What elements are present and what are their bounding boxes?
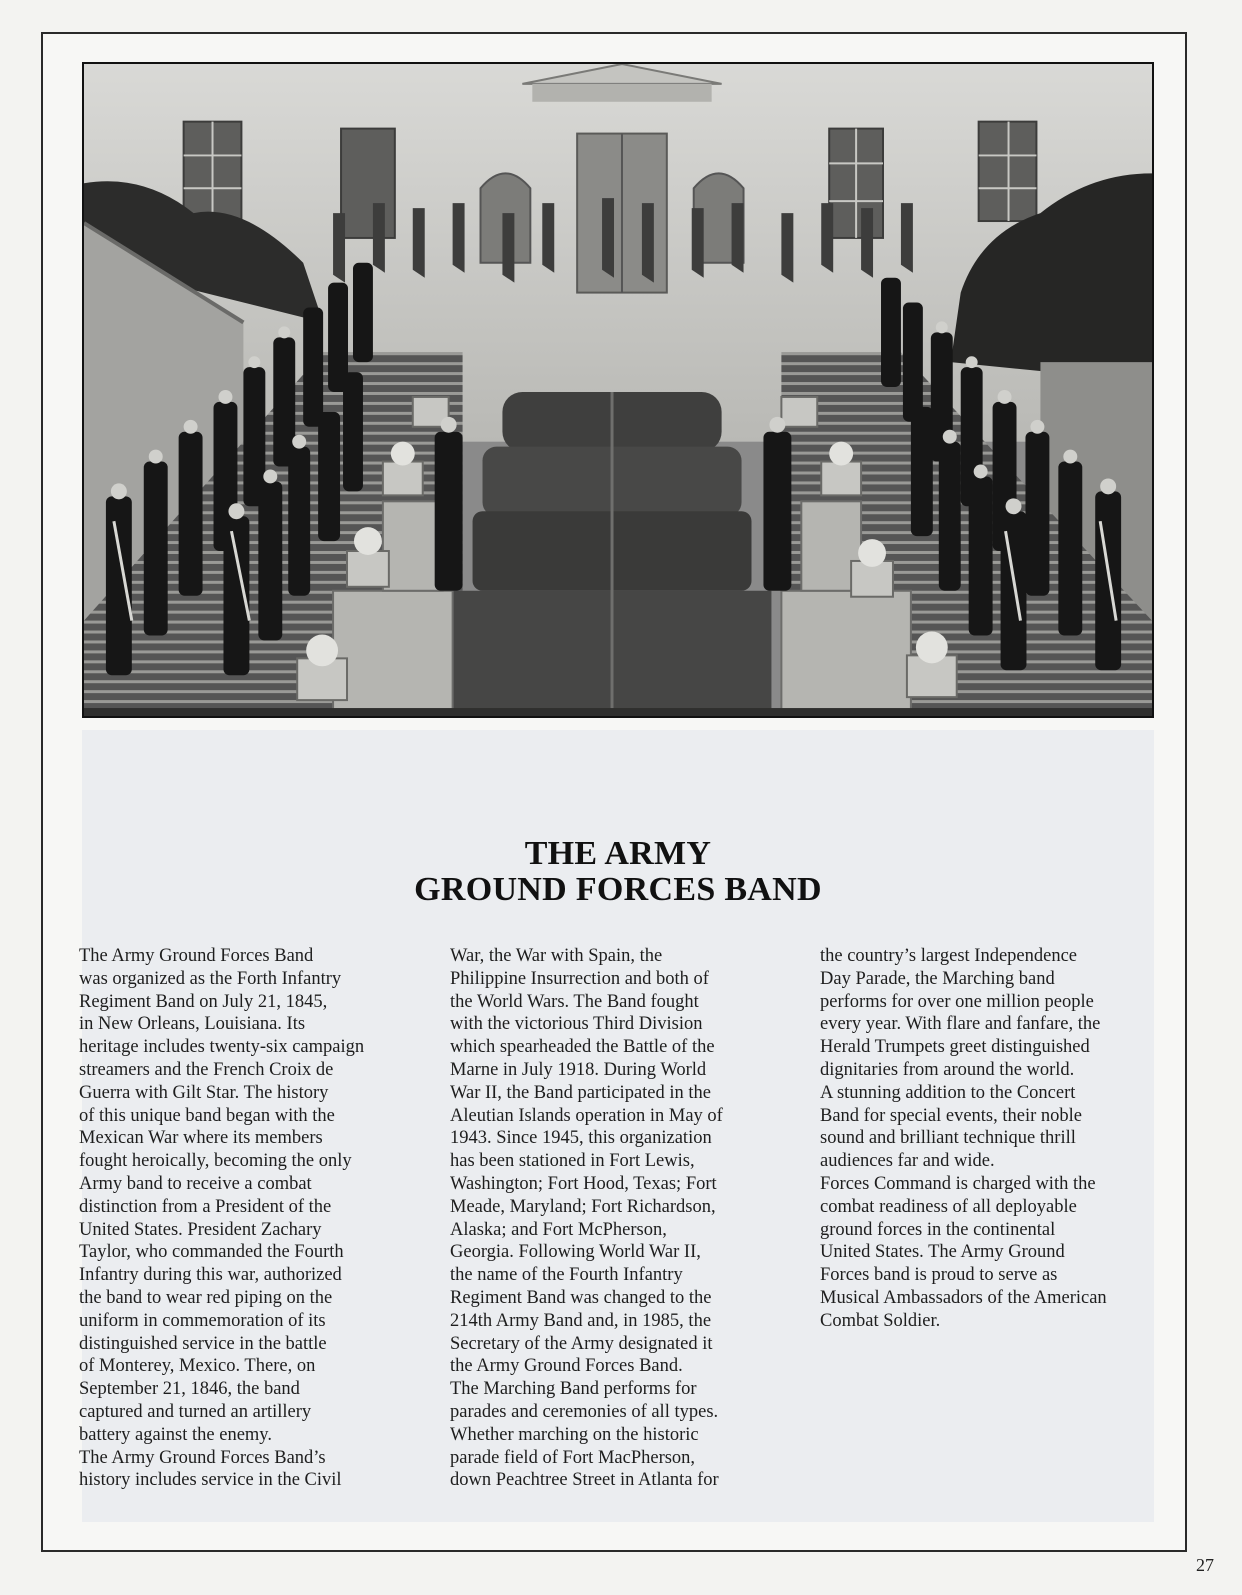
text-line: September 21, 1846, the band xyxy=(79,1379,300,1400)
text-line: of this unique band began with the xyxy=(79,1105,335,1126)
text-line: which spearheaded the Battle of the xyxy=(450,1037,715,1058)
text-line: distinguished service in the battle xyxy=(79,1333,327,1354)
page-number: 27 xyxy=(1196,1555,1214,1575)
text-line: audiences far and wide. xyxy=(820,1151,995,1172)
text-line: every year. With flare and fanfare, the xyxy=(820,1014,1101,1035)
text-column-3 xyxy=(820,945,1107,1333)
text-line: down Peachtree Street in Atlanta for xyxy=(450,1470,719,1491)
text-line: combat readiness of all deployable xyxy=(820,1196,1077,1217)
text-line: sound and brilliant technique thrill xyxy=(820,1128,1076,1149)
text-column-2 xyxy=(450,945,723,1492)
text-line: the name of the Fourth Infantry xyxy=(450,1265,683,1286)
text-line: Secretary of the Army designated it xyxy=(450,1333,713,1354)
text-line: the country’s largest Independence xyxy=(820,946,1078,966)
text-line: Regiment Band on July 21, 1845, xyxy=(79,991,328,1012)
title-line-1: THE ARMY xyxy=(524,835,712,872)
text-line: has been stationed in Fort Lewis, xyxy=(450,1151,695,1172)
text-line: the Army Ground Forces Band. xyxy=(450,1356,683,1377)
text-line: Forces band is proud to serve as xyxy=(820,1265,1058,1286)
text-line: ground forces in the continental xyxy=(820,1219,1056,1240)
text-line: Marne in July 1918. During World xyxy=(450,1059,707,1080)
text-line: Day Parade, the Marching band xyxy=(820,968,1055,989)
text-line: dignitaries from around the world. xyxy=(820,1059,1075,1080)
band-photo-illustration xyxy=(84,64,1152,716)
text-line: Mexican War where its members xyxy=(79,1128,323,1149)
text-line: heritage includes twenty-six campaign xyxy=(79,1037,365,1058)
text-line: performs for over one million people xyxy=(820,991,1094,1012)
text-line: distinction from a President of the xyxy=(79,1196,332,1217)
text-line: fought heroically, becoming the only xyxy=(79,1151,352,1172)
text-line: The Army Ground Forces Band xyxy=(79,946,314,966)
text-column-1 xyxy=(79,945,364,1492)
text-line: War II, the Band participated in the xyxy=(450,1082,712,1103)
text-line: Combat Soldier. xyxy=(820,1310,941,1331)
text-line: streamers and the French Croix de xyxy=(79,1059,334,1080)
text-line: uniform in commemoration of its xyxy=(79,1310,326,1331)
text-line: was organized as the Forth Infantry xyxy=(79,968,342,989)
text-line: in New Orleans, Louisiana. Its xyxy=(79,1014,306,1035)
text-line: War, the War with Spain, the xyxy=(450,946,663,966)
text-line: Aleutian Islands operation in May of xyxy=(450,1105,723,1126)
text-line: Whether marching on the historic xyxy=(450,1424,699,1445)
text-line: Taylor, who commanded the Fourth xyxy=(79,1242,344,1263)
text-line: 214th Army Band and, in 1985, the xyxy=(450,1310,712,1331)
text-line: Band for special events, their noble xyxy=(820,1105,1082,1126)
text-line: Georgia. Following World War II, xyxy=(450,1242,701,1263)
text-line: Alaska; and Fort McPherson, xyxy=(450,1219,667,1240)
text-line: Meade, Maryland; Fort Richardson, xyxy=(450,1196,716,1217)
text-line: captured and turned an artillery xyxy=(79,1401,312,1422)
text-line: United States. President Zachary xyxy=(79,1219,322,1240)
text-line: 1943. Since 1945, this organization xyxy=(450,1128,712,1149)
text-line: The Marching Band performs for xyxy=(450,1379,697,1400)
text-line: Infantry during this war, authorized xyxy=(79,1265,342,1286)
title-line-2: GROUND FORCES BAND xyxy=(414,871,822,908)
text-line: Washington; Fort Hood, Texas; Fort xyxy=(450,1173,717,1194)
text-line: with the victorious Third Division xyxy=(450,1014,703,1035)
text-line: Forces Command is charged with the xyxy=(820,1173,1096,1194)
text-line: Regiment Band was changed to the xyxy=(450,1287,712,1308)
band-photo xyxy=(82,62,1154,718)
text-line: A stunning addition to the Concert xyxy=(820,1082,1076,1103)
text-line: Philippine Insurrection and both of xyxy=(450,968,709,989)
page-title xyxy=(82,836,1154,908)
text-line: United States. The Army Ground xyxy=(820,1242,1065,1263)
text-line: Army band to receive a combat xyxy=(79,1173,312,1194)
text-line: Musical Ambassadors of the American xyxy=(820,1287,1107,1308)
text-line: The Army Ground Forces Band’s xyxy=(79,1447,326,1468)
text-line: Guerra with Gilt Star. The history xyxy=(79,1082,329,1103)
text-line: of Monterey, Mexico. There, on xyxy=(79,1356,316,1377)
text-line: the band to wear red piping on the xyxy=(79,1287,333,1308)
text-line: the World Wars. The Band fought xyxy=(450,991,699,1012)
text-line: Herald Trumpets greet distinguished xyxy=(820,1037,1090,1058)
text-line: parades and ceremonies of all types. xyxy=(450,1401,719,1422)
text-line: parade field of Fort MacPherson, xyxy=(450,1447,696,1468)
text-line: history includes service in the Civil xyxy=(79,1470,342,1491)
text-line: battery against the enemy. xyxy=(79,1424,272,1445)
